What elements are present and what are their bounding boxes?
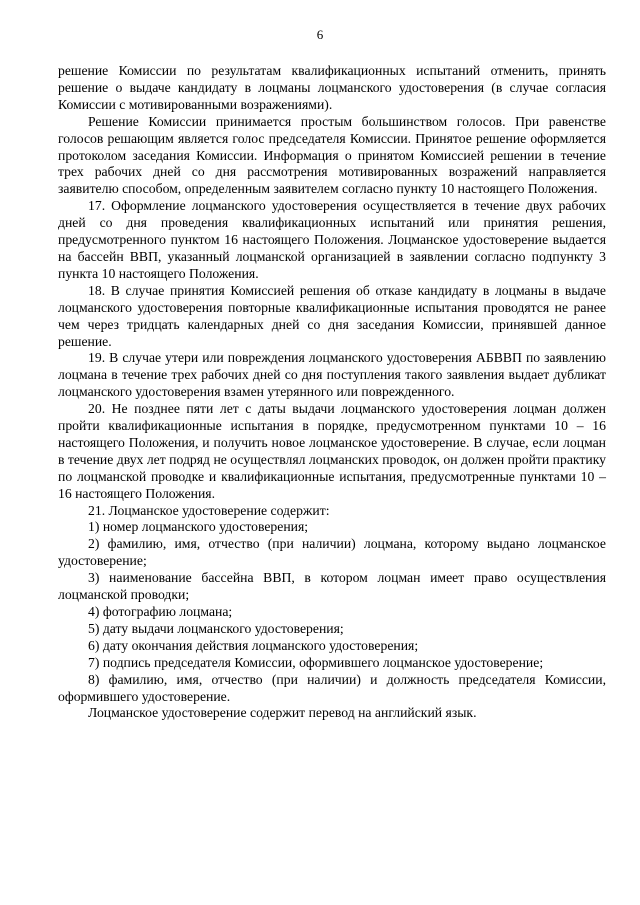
paragraph-17-issuance: 17. Оформление лоцманского удостоверения осуществляется в течение двух рабочих дней со дня проведения квалификационных испытаний или принятия решения, предусмотренного пунктом 16 настоящего Положения. Лоцманское удостоверение выдается на бассейн ВВП, указанный лоцманской организацией в заявлении согласно подпункту 3 пункта 10 настоящего Положения.: [58, 198, 606, 281]
list-item-1: 1) номер лоцманского удостоверения;: [88, 519, 309, 535]
paragraph-decision-majority: Решение Комиссии принимается простым большинством голосов. При равенстве голосов решающим является голос председателя Комиссии. Принятое решение оформляется протоколом заседания Комиссии. Информация о принятом Комиссией решении в течение трех рабочих дней со дня рассмотрения мотивированных возражений направляется заявителю способом, определенным заявителем согласно пункту 10 настоящего Положения.: [58, 113, 606, 197]
paragraph-english-translation: Лоцманское удостоверение содержит перевод на английский язык.: [88, 705, 477, 721]
list-item-4: 4) фотографию лоцмана;: [88, 604, 233, 619]
paragraph-19-duplicate: 19. В случае утери или повреждения лоцманского удостоверения АБВВП по заявлению лоцмана в течение трех рабочих дней со дня поступления такого заявления выдает дубликат лоцманского удостоверения взамен утерянного или поврежденного.: [58, 350, 606, 400]
list-item-8: 8) фамилию, имя, отчество (при наличии) и должность председателя Комиссии, оформившего удостоверение.: [58, 671, 606, 704]
document-body: [58, 63, 606, 722]
list-item-6: 6) дату окончания действия лоцманского удостоверения;: [88, 637, 419, 653]
list-item-2: 2) фамилию, имя, отчество (при наличии) лоцмана, которому выдано лоцманское удостоверение;: [58, 536, 606, 569]
paragraph-commission-decision-cont: решение Комиссии по результатам квалификационных испытаний отменить, принять решение о выдаче кандидату в лоцманы лоцманского удостоверения (в случае согласия Комиссии с мотивированными возражениями).: [58, 63, 606, 112]
paragraph-21-contents: 21. Лоцманское удостоверение содержит:: [88, 502, 330, 518]
list-item-5: 5) дату выдачи лоцманского удостоверения;: [88, 620, 344, 636]
page-number: 6: [316, 27, 324, 42]
list-item-3: 3) наименование бассейна ВВП, в котором лоцман имеет право осуществления лоцманской проводки;: [58, 570, 606, 603]
paragraph-18-refusal: 18. В случае принятия Комиссией решения об отказе кандидату в лоцманы в выдаче лоцманского удостоверения повторные квалификационные испытания проводятся не ранее чем через тридцать календарных дней со дня заседания Комиссии, принявшей данное решение.: [58, 282, 606, 349]
paragraph-20-renewal: 20. Не позднее пяти лет с даты выдачи лоцманского удостоверения лоцман должен пройти квалификационные испытания в порядке, предусмотренном пунктами 10 – 16 настоящего Положения, и получить новое лоцманское удостоверение. В случае, если лоцман в течение двух лет подряд не осуществлял лоцманских проводок, он должен пройти практику по лоцманской проводке и квалификационные испытания, предусмотренные пунктами 10 – 16 настоящего Положения.: [58, 401, 606, 501]
list-item-7: 7) подпись председателя Комиссии, оформившего лоцманское удостоверение;: [88, 654, 544, 670]
